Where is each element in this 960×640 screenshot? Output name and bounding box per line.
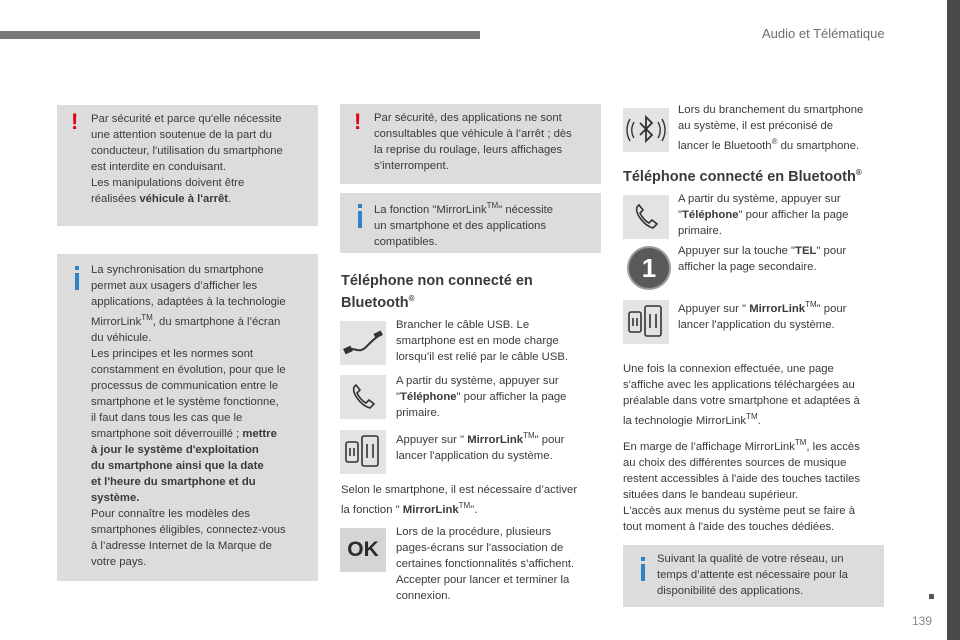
warning-box-safety xyxy=(57,105,318,226)
text-line: Les manipulations doivent être xyxy=(91,177,245,189)
ok-button-icon: OK xyxy=(340,528,386,572)
text-line: système. xyxy=(91,491,140,504)
text-line: il faut dans tous les cas que le xyxy=(91,411,243,424)
note-activate-mirrorlink: Selon le smartphone, il est nécessaire d’activer la fonction " MirrorLink™". xyxy=(341,484,578,516)
text-line: La synchronisation du smartphone xyxy=(91,264,264,276)
warning-icon: ! xyxy=(354,109,362,134)
info-icon xyxy=(75,273,79,290)
text-line: consultables que véhicule à l’arrêt ; dès xyxy=(374,128,572,140)
text-line: Par sécurité, des applications ne sont xyxy=(374,112,562,124)
text-line: est interdite en conduisant. xyxy=(91,161,227,173)
text-line: à l’adresse Internet de la Marque de xyxy=(91,539,272,552)
top-rule xyxy=(0,31,480,39)
text-line: La fonction "MirrorLink™" nécessite xyxy=(374,201,554,216)
step-telephone: A partir du système, appuyer sur "Téléphone" pour afficher la page primaire. xyxy=(396,375,567,419)
text-line: une attention soutenue de la part du xyxy=(91,129,272,141)
text-line: du smartphone ainsi que la date xyxy=(91,459,264,472)
text-line: Pour connaître les modèles des xyxy=(91,507,250,520)
text-line: constamment en évolution, pour que le xyxy=(91,363,286,376)
text-line: votre pays. xyxy=(91,555,147,568)
info-icon xyxy=(358,211,362,228)
page-marker xyxy=(929,594,934,599)
text-line: smartphones éligibles, connectez-vous xyxy=(91,523,286,536)
right-edge-bar xyxy=(947,0,960,640)
text-line: processus de communication entre le xyxy=(91,379,279,392)
text-line: la reprise du roulage, leurs affichages xyxy=(374,144,563,156)
section-title-not-connected: Téléphone non connecté en Bluetooth® xyxy=(341,273,533,311)
bluetooth-icon xyxy=(623,108,669,152)
bluetooth-note: Lors du branchement du smartphone au système, il est préconisé de lancer le Bluetooth® du smartphone. xyxy=(678,104,864,152)
text-line: et l'heure du smartphone et du xyxy=(91,475,256,488)
text-line: temps d’attente est nécessaire pour la xyxy=(657,569,848,581)
section-title-connected: Téléphone connecté en Bluetooth® xyxy=(623,168,862,185)
text-line: réalisées véhicule à l'arrêt. xyxy=(91,193,232,205)
text-line: du véhicule. xyxy=(91,331,152,344)
text-line: applications, adaptées à la technologie xyxy=(91,296,286,308)
text-line: disponibilité des applications. xyxy=(657,585,804,597)
connected-step-mirrorlink: Appuyer sur " MirrorLink™" pour lancer l'application du système. xyxy=(678,300,847,331)
text-line: smartphone et le système fonctionne, xyxy=(91,395,279,408)
warning-icon: ! xyxy=(71,109,79,134)
phone-handset-icon xyxy=(623,195,669,239)
paragraph-connection-done: Une fois la connexion effectuée, une page s'affiche avec les applications téléchargées au préalable dans votre smartphone et adaptées à la technologie MirrorLink™. xyxy=(623,363,860,427)
text-line: compatibles. xyxy=(374,235,438,248)
paragraph-access: En marge de l’affichage MirrorLink™, les accès au choix des différentes sources de musique restent accessibles à l'aide des touches tactiles situées dans le bandeau supérieur. L'accès aux menus du système peut se faire à tout moment à l'aide des touches dédiées. xyxy=(623,438,861,533)
usb-cable-icon xyxy=(340,321,386,365)
text-line: conducteur, l'utilisation du smartphone xyxy=(91,145,283,157)
text-line: s’interrompent. xyxy=(374,160,449,172)
text-line: Les principes et les normes sont xyxy=(91,347,254,360)
page-number: 139 xyxy=(912,614,933,628)
step-usb: Brancher le câble USB. Le smartphone est en mode charge lorsqu’il est relié par le câble USB. xyxy=(396,319,569,363)
warning-box-applications xyxy=(340,104,601,184)
text-line: Par sécurité et parce qu'elle nécessite xyxy=(91,113,282,125)
info-box-mirrorlink xyxy=(340,193,601,253)
step-accept: Lors de la procédure, plusieurs pages-écrans sur l'association de certaines fonctionnalités s’affichent. Accepter pour lancer et terminer la connexion. xyxy=(396,526,575,602)
mirrorlink-icon xyxy=(340,430,386,474)
connected-step-telephone: A partir du système, appuyer sur "Téléphone" pour afficher la page primaire. xyxy=(678,193,849,237)
text-line: smartphone soit déverrouillé ; mettre xyxy=(91,427,277,440)
info-box-synchronisation xyxy=(57,254,318,581)
text-line: à jour le système d'exploitation xyxy=(91,443,259,456)
mirrorlink-icon xyxy=(623,300,669,344)
text-line: MirrorLink™, du smartphone à l’écran xyxy=(91,313,281,328)
step-mirrorlink: Appuyer sur " MirrorLink™" pour lancer l'application du système. xyxy=(396,431,565,462)
text-line: un smartphone et des applications xyxy=(374,219,547,232)
chapter-badge: 1 xyxy=(629,248,669,288)
text-line: Suivant la qualité de votre réseau, un xyxy=(657,553,844,565)
text-line: permet aux usagers d’afficher les xyxy=(91,280,258,292)
info-box-network xyxy=(623,545,884,607)
connected-step-tel: Appuyer sur la touche "TEL" pour afficher la page secondaire. xyxy=(678,245,847,273)
info-icon xyxy=(641,564,645,581)
page-header-title: Audio et Télématique xyxy=(762,26,885,41)
phone-handset-icon xyxy=(340,375,386,419)
